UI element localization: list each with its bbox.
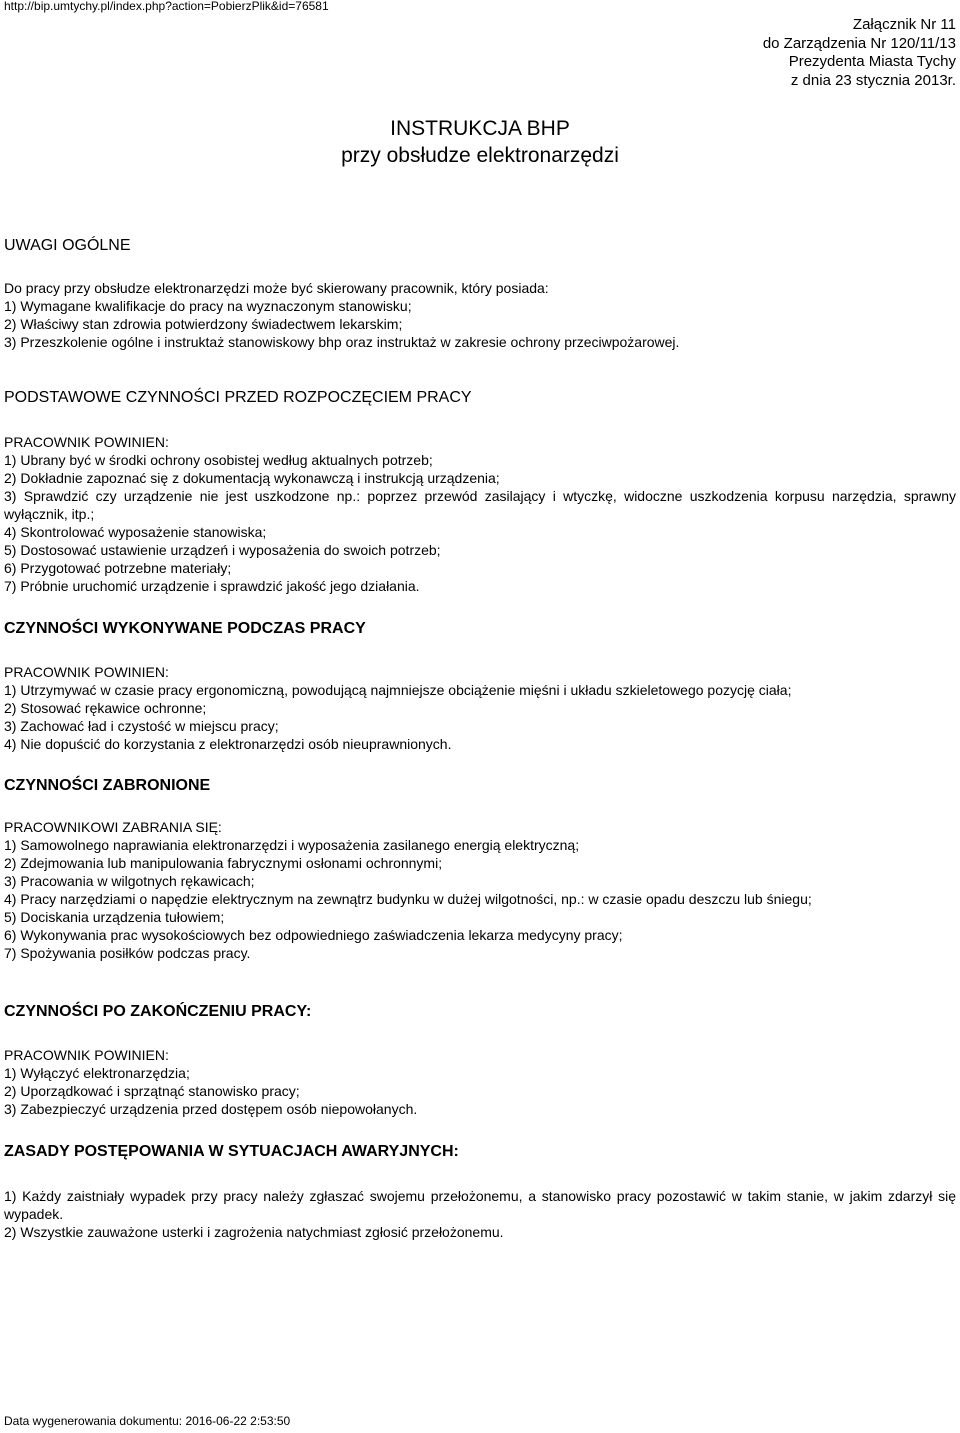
list-item: 4) Skontrolować wyposażenie stanowiska; [4, 524, 267, 540]
list-item: 2) Właściwy stan zdrowia potwierdzony świadectwem lekarskim; [4, 316, 403, 332]
section-heading: ZASADY POSTĘPOWANIA W SYTUACJACH AWARYJNYCH: [4, 1143, 459, 1160]
list-item: 2) Uporządkować i sprzątnąć stanowisko pracy; [4, 1083, 300, 1099]
section-during-work [4, 619, 956, 639]
section-after-work-body [4, 1046, 956, 1118]
section-heading: UWAGI OGÓLNE [4, 237, 131, 254]
section-heading: CZYNNOŚCI PO ZAKOŃCZENIU PRACY: [4, 1003, 312, 1020]
paragraph-line: Do pracy przy obsłudze elektronarzędzi może być skierowany pracownik, który posiada: [4, 280, 549, 296]
section-heading: CZYNNOŚCI ZABRONIONE [4, 777, 211, 794]
section-before-work-body [4, 433, 956, 595]
section-after-work [4, 1002, 956, 1022]
section-heading: CZYNNOŚCI WYKONYWANE PODCZAS PRACY [4, 620, 366, 637]
list-item: 1) Ubrany być w środki ochrony osobistej według aktualnych potrzeb; [4, 452, 433, 468]
section-prohibited [4, 776, 956, 796]
section-emergency [4, 1142, 956, 1162]
list-item: 1) Samowolnego naprawiania elektronarzędzi i wyposażenia zasilanego energią elektryczną; [4, 837, 580, 853]
annex-line: Załącznik Nr 11 [852, 16, 956, 33]
section-emergency-body [4, 1187, 956, 1241]
annex-header [763, 16, 956, 90]
list-item: 2) Wszystkie zauważone usterki i zagrożenia natychmiast zgłosić przełożonemu. [4, 1224, 504, 1240]
list-item: 1) Wymagane kwalifikacje do pracy na wyznaczonym stanowisku; [4, 298, 412, 314]
title-line: INSTRUKCJA BHP [390, 117, 570, 140]
list-item: 7) Spożywania posiłków podczas pracy. [4, 945, 251, 961]
list-item: 3) Przeszkolenie ogólne i instruktaż stanowiskowy bhp oraz instruktaż w zakresie ochrony przeciwpożarowej. [4, 334, 680, 350]
annex-line: do Zarządzenia Nr 120/11/13 [762, 34, 956, 52]
list-item: 1) Utrzymywać w czasie pracy ergonomiczną, powodującą najmniejsze obciążenie mięśni i układu szkieletowego pozycję ciała; [4, 682, 792, 698]
list-item: 6) Przygotować potrzebne materiały; [4, 560, 232, 576]
section-during-work-body [4, 663, 956, 753]
section-intro: PRACOWNIK POWINIEN: [4, 664, 169, 680]
generation-date: Data wygenerowania dokumentu: 2016-06-22 2:53:50 [4, 1414, 291, 1428]
annex-line: Prezydenta Miasta Tychy [788, 53, 956, 70]
section-heading: PODSTAWOWE CZYNNOŚCI PRZED ROZPOCZĘCIEM PRACY [4, 389, 472, 406]
list-item: 7) Próbnie uruchomić urządzenie i sprawdzić jakość jego działania. [4, 578, 420, 594]
list-item: 1) Wyłączyć elektronarzędzia; [4, 1065, 190, 1081]
section-before-work [4, 388, 956, 408]
source-url[interactable]: http://bip.umtychy.pl/index.php?action=PobierzPlik&id=76581 [4, 0, 329, 13]
section-intro: PRACOWNIK POWINIEN: [4, 434, 169, 450]
list-item: 2) Zdejmowania lub manipulowania fabrycznymi osłonami ochronnymi; [4, 855, 443, 871]
list-item: 4) Nie dopuścić do korzystania z elektronarzędzi osób nieuprawnionych. [4, 736, 452, 752]
list-item: 3) Zachować ład i czystość w miejscu pracy; [4, 718, 279, 734]
list-item: 5) Dociskania urządzenia tułowiem; [4, 909, 225, 925]
list-item: 3) Pracowania w wilgotnych rękawicach; [4, 873, 255, 889]
title-line: przy obsłudze elektronarzędzi [341, 144, 619, 167]
section-intro: PRACOWNIK POWINIEN: [4, 1047, 169, 1063]
document-title [0, 115, 960, 169]
list-item: 4) Pracy narzędziami o napędzie elektrycznym na zewnątrz budynku w dużej wilgotności, np.: w czasie opadu deszczu lub śniegu; [4, 891, 812, 907]
annex-line: z dnia 23 stycznia 2013r. [790, 71, 956, 89]
section-intro: PRACOWNIKOWI ZABRANIA SIĘ: [4, 819, 222, 835]
list-item: 3) Sprawdzić czy urządzenie nie jest uszkodzone np.: poprzez przewód zasilający i wtyczkę, widoczne uszkodzenia korpusu narzędzia, sprawny wyłącznik, itp.; [4, 488, 956, 522]
section-general-body [4, 279, 956, 351]
section-general [4, 236, 956, 256]
list-item: 6) Wykonywania prac wysokościowych bez odpowiedniego zaświadczenia lekarza medycyny pracy; [4, 927, 623, 943]
list-item: 3) Zabezpieczyć urządzenia przed dostępem osób niepowołanych. [4, 1101, 418, 1117]
list-item: 5) Dostosować ustawienie urządzeń i wyposażenia do swoich potrzeb; [4, 542, 441, 558]
list-item: 2) Dokładnie zapoznać się z dokumentacją wykonawczą i instrukcją urządzenia; [4, 470, 500, 486]
list-item: 2) Stosować rękawice ochronne; [4, 700, 207, 716]
list-item: 1) Każdy zaistniały wypadek przy pracy należy zgłaszać swojemu przełożonemu, a stanowisko pracy pozostawić w takim stanie, w jakim zdarzył się wypadek. [4, 1188, 956, 1222]
section-prohibited-body [4, 818, 956, 962]
